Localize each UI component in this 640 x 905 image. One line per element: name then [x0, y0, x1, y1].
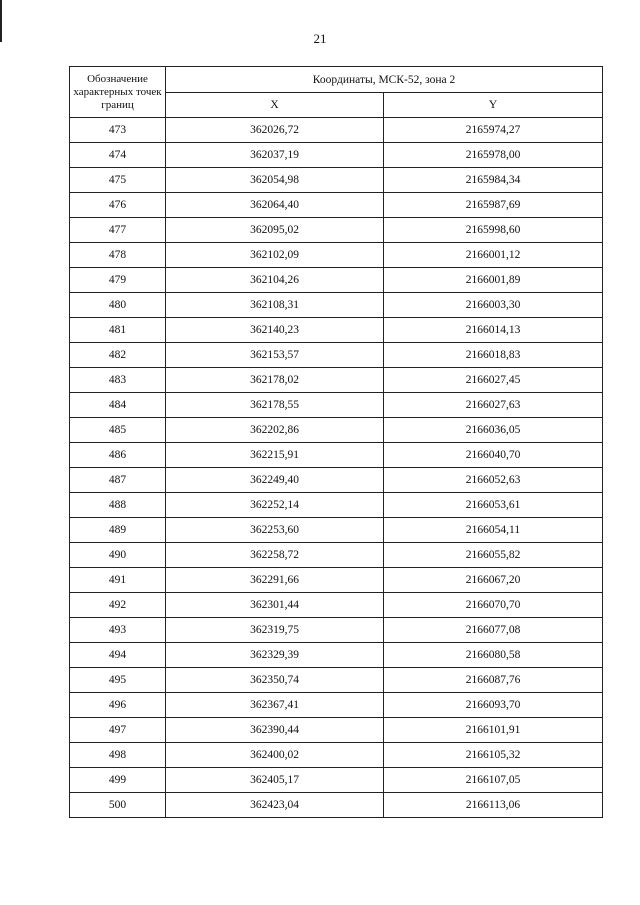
x-coordinate-cell: 362064,40: [166, 193, 384, 218]
x-coordinate-cell: 362319,75: [166, 618, 384, 643]
point-cell: 489: [70, 518, 166, 543]
point-cell: 476: [70, 193, 166, 218]
point-cell: 496: [70, 693, 166, 718]
coordinates-system-header: Координаты, МСК-52, зона 2: [166, 67, 603, 93]
table-row: [70, 693, 603, 718]
table-row: [70, 618, 603, 643]
x-coordinate-cell: 362350,74: [166, 668, 384, 693]
x-coordinate-cell: 362423,04: [166, 793, 384, 818]
y-coordinate-cell: 2165987,69: [384, 193, 603, 218]
y-coordinate-cell: 2166052,63: [384, 468, 603, 493]
y-coordinate-cell: 2166093,70: [384, 693, 603, 718]
point-cell: 495: [70, 668, 166, 693]
x-coordinate-cell: 362037,19: [166, 143, 384, 168]
table-row: [70, 593, 603, 618]
table-row: [70, 243, 603, 268]
x-coordinate-cell: 362215,91: [166, 443, 384, 468]
y-coordinate-cell: 2166070,70: [384, 593, 603, 618]
y-coordinate-cell: 2166036,05: [384, 418, 603, 443]
table-body: [70, 118, 603, 818]
table-row: [70, 293, 603, 318]
y-coordinate-cell: 2166014,13: [384, 318, 603, 343]
y-coordinate-cell: 2166040,70: [384, 443, 603, 468]
y-coordinate-cell: 2165998,60: [384, 218, 603, 243]
x-coordinate-cell: 362291,66: [166, 568, 384, 593]
x-coordinate-cell: 362108,31: [166, 293, 384, 318]
x-coordinate-cell: 362178,55: [166, 393, 384, 418]
x-coordinate-cell: 362102,09: [166, 243, 384, 268]
y-coordinate-cell: 2166080,58: [384, 643, 603, 668]
x-column-header: X: [166, 93, 384, 118]
x-coordinate-cell: 362301,44: [166, 593, 384, 618]
y-coordinate-cell: 2166107,05: [384, 768, 603, 793]
table-row: [70, 343, 603, 368]
table-row: [70, 318, 603, 343]
point-designation-header: Обозначение характерных точек границ: [70, 67, 166, 118]
table-header: [70, 67, 603, 118]
y-coordinate-cell: 2166027,45: [384, 368, 603, 393]
x-coordinate-cell: 362095,02: [166, 218, 384, 243]
x-coordinate-cell: 362400,02: [166, 743, 384, 768]
y-coordinate-cell: 2166087,76: [384, 668, 603, 693]
table-row: [70, 218, 603, 243]
point-cell: 483: [70, 368, 166, 393]
x-coordinate-cell: 362054,98: [166, 168, 384, 193]
point-cell: 473: [70, 118, 166, 143]
table-row: [70, 268, 603, 293]
table-row: [70, 568, 603, 593]
point-cell: 478: [70, 243, 166, 268]
point-cell: 493: [70, 618, 166, 643]
table-row: [70, 143, 603, 168]
table-row: [70, 418, 603, 443]
table-row: [70, 193, 603, 218]
point-cell: 487: [70, 468, 166, 493]
point-cell: 481: [70, 318, 166, 343]
table-row: [70, 493, 603, 518]
point-cell: 490: [70, 543, 166, 568]
x-coordinate-cell: 362329,39: [166, 643, 384, 668]
point-cell: 475: [70, 168, 166, 193]
point-cell: 485: [70, 418, 166, 443]
point-cell: 480: [70, 293, 166, 318]
point-cell: 474: [70, 143, 166, 168]
x-coordinate-cell: 362390,44: [166, 718, 384, 743]
point-cell: 484: [70, 393, 166, 418]
y-coordinate-cell: 2166105,32: [384, 743, 603, 768]
point-cell: 486: [70, 443, 166, 468]
table-row: [70, 743, 603, 768]
y-coordinate-cell: 2166027,63: [384, 393, 603, 418]
point-cell: 482: [70, 343, 166, 368]
coordinates-table: [69, 66, 603, 818]
table-row: [70, 168, 603, 193]
point-cell: 477: [70, 218, 166, 243]
y-coordinate-cell: 2165974,27: [384, 118, 603, 143]
table-row: [70, 518, 603, 543]
x-coordinate-cell: 362252,14: [166, 493, 384, 518]
x-coordinate-cell: 362202,86: [166, 418, 384, 443]
y-coordinate-cell: 2166054,11: [384, 518, 603, 543]
y-column-header: Y: [384, 93, 603, 118]
x-coordinate-cell: 362405,17: [166, 768, 384, 793]
x-coordinate-cell: 362367,41: [166, 693, 384, 718]
table-row: [70, 443, 603, 468]
point-cell: 492: [70, 593, 166, 618]
table-row: [70, 118, 603, 143]
x-coordinate-cell: 362104,26: [166, 268, 384, 293]
y-coordinate-cell: 2166001,12: [384, 243, 603, 268]
table-row: [70, 393, 603, 418]
point-cell: 479: [70, 268, 166, 293]
table-row: [70, 368, 603, 393]
table-row: [70, 643, 603, 668]
table-row: [70, 793, 603, 818]
point-cell: 498: [70, 743, 166, 768]
y-coordinate-cell: 2166053,61: [384, 493, 603, 518]
x-coordinate-cell: 362249,40: [166, 468, 384, 493]
y-coordinate-cell: 2165984,34: [384, 168, 603, 193]
y-coordinate-cell: 2166018,83: [384, 343, 603, 368]
y-coordinate-cell: 2166067,20: [384, 568, 603, 593]
table-row: [70, 543, 603, 568]
x-coordinate-cell: 362258,72: [166, 543, 384, 568]
x-coordinate-cell: 362253,60: [166, 518, 384, 543]
table-row: [70, 768, 603, 793]
table-row: [70, 668, 603, 693]
y-coordinate-cell: 2166001,89: [384, 268, 603, 293]
y-coordinate-cell: 2166101,91: [384, 718, 603, 743]
table-row: [70, 718, 603, 743]
point-cell: 500: [70, 793, 166, 818]
y-coordinate-cell: 2166113,06: [384, 793, 603, 818]
y-coordinate-cell: 2165978,00: [384, 143, 603, 168]
y-coordinate-cell: 2166055,82: [384, 543, 603, 568]
x-coordinate-cell: 362140,23: [166, 318, 384, 343]
page-number: 21: [313, 31, 327, 46]
point-cell: 494: [70, 643, 166, 668]
point-cell: 491: [70, 568, 166, 593]
y-coordinate-cell: 2166077,08: [384, 618, 603, 643]
y-coordinate-cell: 2166003,30: [384, 293, 603, 318]
point-cell: 497: [70, 718, 166, 743]
point-cell: 488: [70, 493, 166, 518]
x-coordinate-cell: 362178,02: [166, 368, 384, 393]
point-cell: 499: [70, 768, 166, 793]
x-coordinate-cell: 362026,72: [166, 118, 384, 143]
table-row: [70, 468, 603, 493]
x-coordinate-cell: 362153,57: [166, 343, 384, 368]
